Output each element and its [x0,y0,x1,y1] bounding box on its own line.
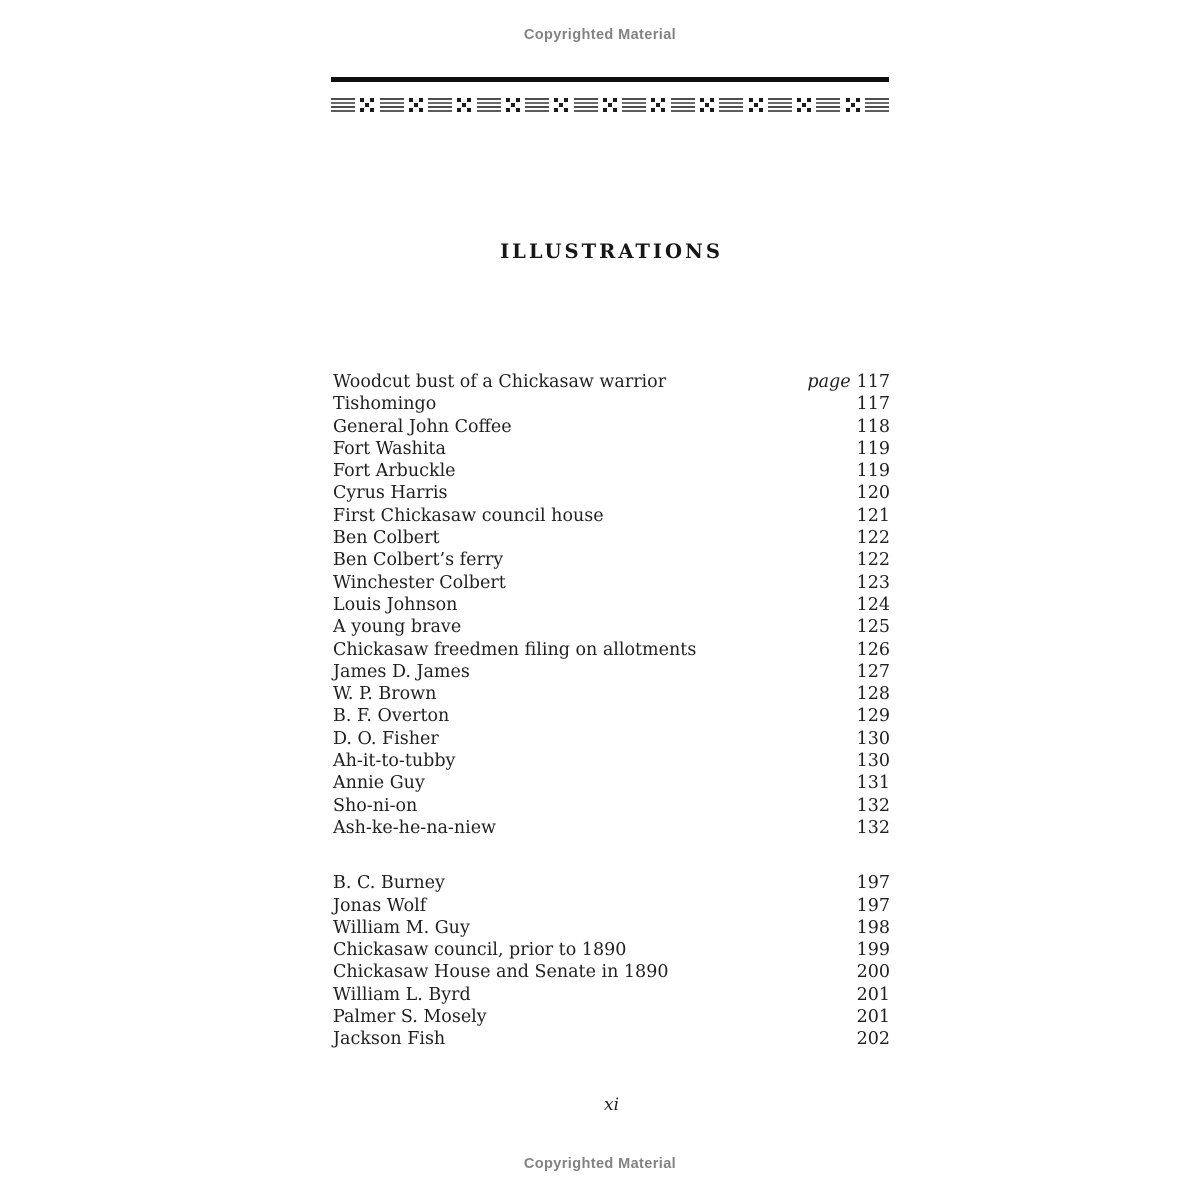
page-word: page [807,372,851,392]
page-number: 129 [856,706,890,727]
list-item [333,505,890,527]
border-motifs [331,97,889,113]
illustration-title: A young brave [333,617,462,638]
illustration-title: W. P. Brown [333,684,437,705]
list-item [333,872,890,894]
page-number: 132 [856,817,890,838]
border-lines-motif [816,98,840,113]
folio: xi [603,1095,620,1115]
illustration-title: B. C. Burney [333,873,445,894]
list-item [333,482,890,504]
page-number: 125 [856,617,890,638]
list-item [333,416,890,438]
list-item [333,939,890,961]
border-dots-motif [797,98,811,112]
page-number: 199 [856,940,890,961]
list-item [333,795,890,817]
border-dots-motif [554,98,568,112]
border-dots-motif [506,98,520,112]
list-item [333,895,890,917]
page-number: 124 [856,594,890,615]
page-number: 122 [856,550,890,571]
list-item [333,527,890,549]
page-number: 126 [856,639,890,660]
page-number: 131 [856,773,890,794]
border-lines-motif [671,98,695,113]
illustration-title: Ash-ke-he-na-niew [333,817,497,838]
illustration-title: Sho-ni-on [333,795,418,816]
border-lines-motif [622,98,646,113]
border-lines-motif [768,98,792,113]
illustration-title: Chickasaw House and Senate in 1890 [333,962,669,983]
list-item [333,1028,890,1050]
list-item [333,728,890,750]
illustration-title: Palmer S. Mosely [333,1007,487,1028]
illustration-title: Ah-it-to-tubby [333,751,456,772]
border-rule [331,77,889,82]
list-item [333,961,890,983]
border-dots-motif [457,98,471,112]
page-number: 119 [856,438,890,459]
border-dots-motif [749,98,763,112]
border-lines-motif [574,98,598,113]
copyright-notice-bottom: Copyrighted Material [523,1156,677,1172]
illustration-title: B. F. Overton [333,706,450,727]
illustration-title: Jackson Fish [333,1029,446,1050]
page-number: 119 [856,461,890,482]
page-number: 130 [856,728,890,749]
border-dots-motif [651,98,665,112]
illustration-title: William L. Byrd [333,984,471,1005]
page-number: 198 [856,917,890,938]
illustration-title: James D. James [333,661,470,682]
page-number: 123 [856,572,890,593]
illustration-title: General John Coffee [333,416,512,437]
border-dots-motif [603,98,617,112]
list-item [333,772,890,794]
page-number: 197 [856,873,890,894]
list-item [333,460,890,482]
illustration-title: Ben Colbert’s ferry [333,550,504,571]
border-dots-motif [360,98,374,112]
border-lines-motif [331,98,355,113]
list-item [333,438,890,460]
page-number: 202 [856,1029,890,1050]
border-dots-motif [700,98,714,112]
list-item [333,984,890,1006]
illustration-title: Louis Johnson [333,594,458,615]
page-title: ILLUSTRATIONS [500,240,723,263]
illustration-group-1 [333,371,890,839]
list-item [333,594,890,616]
page-number: page 117 [807,372,890,392]
border-lines-motif [428,98,452,113]
list-item [333,1006,890,1028]
border-lines-motif [477,98,501,113]
list-item [333,750,890,772]
border-lines-motif [525,98,549,113]
border-lines-motif [865,98,889,113]
page-number: 132 [856,795,890,816]
illustration-title: Fort Arbuckle [333,461,456,482]
border-lines-motif [380,98,404,113]
illustration-title: Tishomingo [333,394,437,415]
page-number: 200 [856,962,890,983]
border-dots-motif [846,98,860,112]
border-lines-motif [719,98,743,113]
page-number: 127 [856,661,890,682]
illustration-title: Annie Guy [333,773,425,794]
page-number: 118 [856,416,890,437]
list-item [333,817,890,839]
illustration-title: Chickasaw freedmen filing on allotments [333,639,697,660]
illustration-title: D. O. Fisher [333,728,439,749]
list-item [333,705,890,727]
page-number: 130 [856,751,890,772]
list-item [333,639,890,661]
page-number: 120 [856,483,890,504]
list-item [333,371,890,393]
title-area [333,240,890,263]
page-number: 122 [856,528,890,549]
list-item [333,616,890,638]
border-dots-motif [409,98,423,112]
copyright-notice-top: Copyrighted Material [523,27,677,43]
list-item [333,572,890,594]
illustrations-list [333,371,890,1051]
illustration-title: Jonas Wolf [333,895,427,916]
illustration-title: Woodcut bust of a Chickasaw warrior [333,372,667,392]
page-number: 121 [856,505,890,526]
illustration-group-2 [333,872,890,1050]
page-number: 201 [856,984,890,1005]
page-number: 197 [856,895,890,916]
list-item [333,917,890,939]
page-number: 128 [856,684,890,705]
decorative-border [331,77,889,113]
illustration-title: First Chickasaw council house [333,505,604,526]
illustration-title: Fort Washita [333,438,446,459]
list-item [333,549,890,571]
illustration-title: Ben Colbert [333,528,440,549]
page-number: 201 [856,1007,890,1028]
illustration-title: Winchester Colbert [333,572,506,593]
page-number: 117 [856,394,890,415]
illustration-title: Chickasaw council, prior to 1890 [333,940,627,961]
list-item [333,661,890,683]
list-item [333,683,890,705]
list-item [333,393,890,415]
illustration-title: Cyrus Harris [333,483,448,504]
illustration-title: William M. Guy [333,917,470,938]
